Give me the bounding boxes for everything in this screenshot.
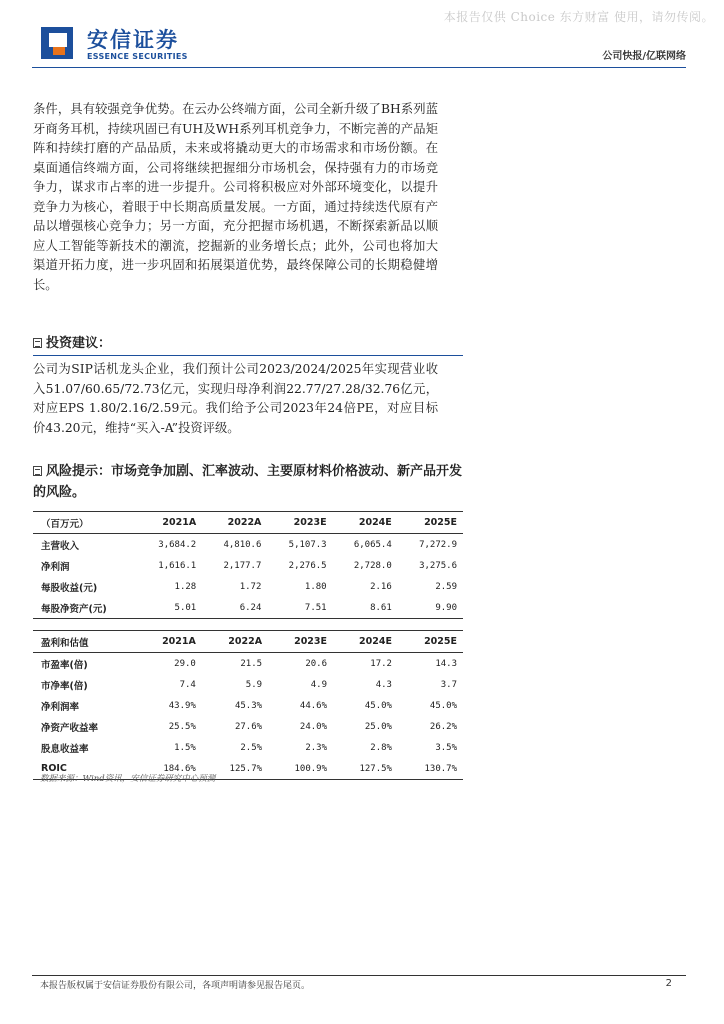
- table-row: [33, 555, 463, 576]
- analysis-paragraph: 条件，具有较强竞争优势。在云办公终端方面，公司全新升级了BH系列蓝牙商务耳机，持续巩固已有UH及WH系列耳机竞争力，不断完善的产品矩阵和持续打磨的产品品质，未来或将撬动更大的市场需求和市场份额。在桌面通信终端方面，公司将继续把握细分市场机会，保持强有力的市场竞争力，谋求市占率的进一步提升。公司将积极应对外部环境变化，以提升竞争力为核心，着眼于中长期高质量发展。一方面，通过持续迭代原有产品以增强核心竞争力；另一方面，充分把握市场机遇，不断探索新品以顺应人工智能等新技术的潮流，挖掘新的业务增长点；此外，公司也将加大渠道开拓力度，进一步巩固和拓展渠道优势，最终保障公司的长期稳健增长。: [33, 102, 438, 292]
- table-cell: 4.3: [375, 679, 392, 690]
- table-cell: 14.3: [435, 658, 457, 669]
- table-cell: 130.7%: [424, 763, 457, 774]
- table-header-cell: 2023E: [294, 636, 328, 647]
- table-cell: 5,107.3: [288, 539, 327, 550]
- row-label: 市净率(倍): [41, 680, 88, 692]
- table-header-cell: 盈利和估值: [41, 637, 89, 649]
- table-cell: 6,065.4: [353, 539, 392, 550]
- table-row: [33, 674, 463, 695]
- copyright-notice: 本报告版权属于安信证券股份有限公司，各项声明请参见报告尾页。: [40, 981, 311, 991]
- table-cell: 8.61: [370, 602, 392, 613]
- table-cell: 5.01: [174, 602, 197, 613]
- table-cell: 3,275.6: [419, 560, 457, 571]
- table-cell: 2.3%: [305, 742, 328, 753]
- table-header-row: [33, 512, 463, 534]
- table-cell: 44.6%: [299, 700, 328, 711]
- valuation-table: [33, 630, 463, 780]
- table-row: [33, 653, 463, 675]
- table-header-cell: 2023E: [293, 517, 327, 528]
- data-source-note: 数据来源：Wind资讯，安信证券研究中心预测: [40, 774, 216, 784]
- table-cell: 125.7%: [229, 763, 263, 774]
- section-divider: [33, 355, 463, 356]
- table-cell: 3.7: [440, 679, 457, 690]
- table-header-cell: 2021A: [162, 517, 197, 528]
- table-cell: 3,684.2: [158, 539, 197, 550]
- logo-mark-icon: [40, 26, 74, 60]
- table-cell: 4,810.6: [223, 539, 262, 550]
- row-label: 净利润: [41, 561, 70, 573]
- table-cell: 43.9%: [168, 700, 196, 711]
- table-row: [33, 534, 463, 556]
- table-header-row: [33, 631, 463, 653]
- table-cell: 25.5%: [168, 721, 196, 732]
- table-cell: 5.9: [245, 679, 263, 690]
- table-row: [33, 716, 463, 737]
- table-cell: 45.0%: [429, 700, 457, 711]
- company-logo: [40, 24, 200, 64]
- table-cell: 26.2%: [429, 721, 457, 732]
- table-cell: 1.28: [174, 581, 197, 592]
- watermark: 本报告仅供 Choice 东方财富 使用，请勿传阅。: [443, 10, 714, 24]
- risk-section: [33, 461, 463, 503]
- table-cell: 45.3%: [234, 700, 263, 711]
- table-cell: 2.16: [370, 581, 392, 592]
- table-cell: 184.6%: [163, 763, 196, 774]
- table-header-cell: （百万元）: [41, 518, 89, 530]
- table-header-cell: 2022A: [227, 517, 262, 528]
- table-cell: 2,276.5: [288, 560, 327, 571]
- table-cell: 100.9%: [294, 763, 328, 774]
- table-cell: 4.9: [310, 679, 328, 690]
- table-cell: 24.0%: [299, 721, 328, 732]
- row-label: 市盈率(倍): [41, 659, 88, 671]
- investment-section-title: [33, 333, 463, 354]
- table-cell: 7.4: [179, 679, 196, 690]
- table-cell: 2.59: [435, 581, 457, 592]
- table-header-cell: 2022A: [228, 636, 263, 647]
- page-number: 2: [665, 978, 672, 989]
- table-header-cell: 2021A: [162, 636, 196, 647]
- table-cell: 21.5: [240, 658, 263, 669]
- investment-paragraph: 公司为SIP话机龙头企业，我们预计公司2023/2024/2025年实现营业收入51.07/60.65/72.73亿元，实现归母净利润22.77/27.28/32.76亿元，对应EPS 1.80/2.16/2.59元。我们给予公司2023年24倍PE，对应目标价43.20元，维持“买入-A”投资评级。: [33, 362, 438, 435]
- table-row: [33, 576, 463, 597]
- header-divider: [32, 67, 686, 68]
- table-cell: 127.5%: [359, 763, 392, 774]
- row-label: 主营收入: [41, 540, 80, 552]
- table-cell: 1,616.1: [158, 560, 197, 571]
- table-header-cell: 2025E: [424, 517, 457, 528]
- row-label: 每股收益(元): [41, 582, 98, 594]
- table-cell: 20.6: [305, 658, 328, 669]
- table-cell: 1.5%: [174, 742, 196, 753]
- logo-name-en: ESSENCE SECURITIES: [87, 52, 188, 61]
- table-cell: 45.0%: [364, 700, 392, 711]
- section-bullet-icon: [33, 338, 42, 348]
- table-cell: 2.8%: [370, 742, 392, 753]
- table-cell: 27.6%: [234, 721, 263, 732]
- table-cell: 2,728.0: [353, 560, 392, 571]
- table-cell: 3.5%: [435, 742, 457, 753]
- table-cell: 7,272.9: [419, 539, 457, 550]
- footer-divider: [32, 975, 686, 976]
- table-row: [33, 695, 463, 716]
- table-cell: 2.5%: [240, 742, 263, 753]
- report-category: 公司快报/亿联网络: [602, 51, 686, 62]
- row-label: 净资产收益率: [41, 722, 99, 734]
- table-cell: 29.0: [174, 658, 196, 669]
- table-header-cell: 2025E: [424, 636, 457, 647]
- table-cell: 9.90: [435, 602, 457, 613]
- row-label: 每股净资产(元): [41, 603, 107, 615]
- table-cell: 25.0%: [364, 721, 392, 732]
- table-cell: 1.72: [239, 581, 262, 592]
- table-row: [33, 597, 463, 619]
- table-row: [33, 737, 463, 758]
- table-header-cell: 2024E: [359, 636, 392, 647]
- table-cell: 6.24: [239, 602, 262, 613]
- row-label: 净利润率: [41, 701, 80, 713]
- risk-text: 风险提示：市场竞争加剧、汇率波动、主要原材料价格波动、新产品开发的风险。: [33, 464, 463, 500]
- section-bullet-icon: [33, 466, 42, 476]
- table-cell: 2,177.7: [223, 560, 262, 571]
- table-cell: 17.2: [370, 658, 392, 669]
- row-label: 股息收益率: [41, 743, 89, 755]
- financial-summary-table: [33, 511, 463, 619]
- table-header-cell: 2024E: [358, 517, 392, 528]
- row-label: ROIC: [41, 763, 67, 774]
- logo-name-cn: 安信证券: [87, 28, 179, 52]
- investment-title-text: 投资建议：: [46, 336, 112, 351]
- table-cell: 1.80: [304, 581, 327, 592]
- table-cell: 7.51: [304, 602, 327, 613]
